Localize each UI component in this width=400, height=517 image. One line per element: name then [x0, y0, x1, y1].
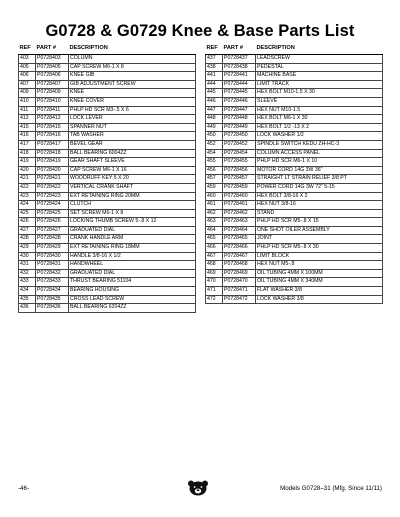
table-row [19, 261, 196, 270]
bear-head-logo-icon [186, 480, 210, 496]
table-row [19, 149, 196, 158]
ref-cell: 437 [206, 55, 223, 64]
ref-cell: 472 [206, 295, 223, 304]
part-number-cell: P0728436 [36, 304, 69, 313]
description-cell: LOCKING THUMB SCREW 5-.8 X 12 [69, 218, 196, 227]
ref-cell: 406 [19, 72, 36, 81]
ref-cell: 421 [19, 175, 36, 184]
table-row [19, 132, 196, 141]
table-row [19, 287, 196, 296]
description-cell: BALL BEARING 6204ZZ [69, 304, 196, 313]
page-title: G0728 & G0729 Knee & Base Parts List [45, 22, 355, 40]
ref-cell: 446 [206, 97, 223, 106]
description-cell: PHLP HD SCR M3-.5 X 6 [69, 106, 196, 115]
description-cell: HANDWHEEL [69, 261, 196, 270]
ref-cell: 410 [19, 97, 36, 106]
part-number-cell: P0728406 [36, 72, 69, 81]
description-cell: COLUMN ACCESS PANEL [256, 149, 383, 158]
part-number-cell: P0728455 [223, 158, 256, 167]
description-cell: CAP SCREW M6-1 X 16 [69, 166, 196, 175]
description-cell: FLAT WASHER 3/8 [256, 287, 383, 296]
part-number-cell: P0728420 [36, 166, 69, 175]
description-cell: LOCK WASHER 3/8 [256, 295, 383, 304]
description-cell: HANDLE 3/8-16 X 1/2 [69, 252, 196, 261]
table-row [206, 287, 383, 296]
description-cell: HEX BOLT 3/8-16 X 2 [256, 192, 383, 201]
description-cell: MOTOR CORD 14G 3W 36" [256, 166, 383, 175]
ref-cell: 432 [19, 269, 36, 278]
table-row [19, 304, 196, 313]
description-cell: EXT RETAINING RING 18MM [69, 244, 196, 253]
ref-cell: 433 [19, 278, 36, 287]
ref-cell: 449 [206, 123, 223, 132]
part-number-cell: P0728449 [223, 123, 256, 132]
table-row [19, 278, 196, 287]
part-number-cell: P0728428 [36, 235, 69, 244]
description-cell: CAP SCREW M6-1 X 8 [69, 63, 196, 72]
part-number-cell: P0728437 [223, 55, 256, 64]
table-row [19, 235, 196, 244]
part-number-cell: P0728410 [36, 97, 69, 106]
table-row [206, 123, 383, 132]
part-number-cell: P0728417 [36, 140, 69, 149]
part-number-cell: P0728450 [223, 132, 256, 141]
part-number-cell: P0728418 [36, 149, 69, 158]
ref-cell: 411 [19, 106, 36, 115]
description-cell: HEX NUT 3/8-16 [256, 201, 383, 210]
description-cell: LIMIT BLOCK [256, 252, 383, 261]
table-row [206, 192, 383, 201]
part-number-cell: P0728432 [36, 269, 69, 278]
description-cell: TAB WASHER [69, 132, 196, 141]
part-number-cell: P0728459 [223, 183, 256, 192]
part-number-cell: P0728416 [36, 132, 69, 141]
ref-cell: 426 [19, 218, 36, 227]
ref-cell: 423 [19, 192, 36, 201]
ref-cell: 452 [206, 140, 223, 149]
table-row [206, 132, 383, 141]
part-number-cell: P0728447 [223, 106, 256, 115]
description-cell: BALL BEARING 6004ZZ [69, 149, 196, 158]
table-row [19, 252, 196, 261]
description-cell: WOODRUFF KEY 5 X 20 [69, 175, 196, 184]
ref-cell: 409 [19, 89, 36, 98]
ref-cell: 457 [206, 175, 223, 184]
table-row [19, 209, 196, 218]
part-number-cell: P0728460 [223, 192, 256, 201]
ref-cell: 448 [206, 115, 223, 124]
description-cell: LEADSCREW [256, 55, 383, 64]
part-number-cell: P0728419 [36, 158, 69, 167]
description-cell: BEARING HOUSING [69, 287, 196, 296]
description-cell: SLEEVE [256, 97, 383, 106]
ref-cell: 424 [19, 201, 36, 210]
description-cell: HEX NUT M10-1.5 [256, 106, 383, 115]
description-cell: HEX BOLT 1/2 -13 X 2 [256, 123, 383, 132]
models-label: Models G0728–31 (Mfg. Since 11/11) [280, 485, 382, 492]
part-number-cell: P0728471 [223, 287, 256, 296]
ref-cell: 441 [206, 72, 223, 81]
table-row [19, 140, 196, 149]
ref-cell: 407 [19, 80, 36, 89]
ref-cell: 431 [19, 261, 36, 270]
ref-cell: 471 [206, 287, 223, 296]
ref-cell: 430 [19, 252, 36, 261]
parts-table-left [18, 44, 196, 313]
description-cell: PHLP HD SCR M5-.8 X 15 [256, 218, 383, 227]
part-number-cell: P0728403 [36, 55, 69, 64]
ref-cell: 447 [206, 106, 223, 115]
part-number-cell: P0728425 [36, 209, 69, 218]
description-cell: PEDESTAL [256, 63, 383, 72]
table-row [206, 55, 383, 64]
ref-cell: 429 [19, 244, 36, 253]
table-row [206, 175, 383, 184]
ref-cell: 427 [19, 226, 36, 235]
table-row [19, 192, 196, 201]
part-number-cell: P0728429 [36, 244, 69, 253]
parts-table-right-body [206, 55, 383, 304]
part-number-cell: P0728427 [36, 226, 69, 235]
part-number-cell: P0728407 [36, 80, 69, 89]
part-number-cell: P0728469 [223, 269, 256, 278]
ref-column-header: REF [206, 44, 223, 55]
ref-cell: 425 [19, 209, 36, 218]
table-row [19, 295, 196, 304]
table-row [206, 252, 383, 261]
ref-cell: 436 [19, 304, 36, 313]
description-cell: GRADUATED DIAL [69, 269, 196, 278]
part-number-cell: P0728468 [223, 261, 256, 270]
page-number: -46- [18, 485, 30, 492]
description-cell: PHLP HD SCR M5-.8 X 30 [256, 244, 383, 253]
ref-cell: 463 [206, 218, 223, 227]
part-number-cell: P0728423 [36, 192, 69, 201]
table-row [206, 158, 383, 167]
ref-cell: 455 [206, 158, 223, 167]
description-cell: HEX BOLT M6-1 X 30 [256, 115, 383, 124]
description-cell: GIB ADJUSTMENT SCREW [69, 80, 196, 89]
description-cell: MACHINE BASE [256, 72, 383, 81]
table-row [19, 201, 196, 210]
part-number-cell: P0728462 [223, 209, 256, 218]
description-cell: GRADUATED DIAL [69, 226, 196, 235]
description-cell: EXT RETAINING RING 20MM [69, 192, 196, 201]
part-number-cell: P0728411 [36, 106, 69, 115]
table-row [19, 183, 196, 192]
description-cell: HEX BOLT M10-1.5 X 30 [256, 89, 383, 98]
part-number-cell: P0728424 [36, 201, 69, 210]
ref-cell: 412 [19, 115, 36, 124]
table-row [206, 183, 383, 192]
description-cell: POWER CORD 14G 3W 72" 5-15 [256, 183, 383, 192]
description-column-header: DESCRIPTION [69, 44, 196, 55]
table-row [206, 89, 383, 98]
ref-cell: 420 [19, 166, 36, 175]
description-cell: COLUMN [69, 55, 196, 64]
part-number-cell: P0728454 [223, 149, 256, 158]
part-number-cell: P0728465 [223, 235, 256, 244]
part-number-cell: P0728412 [36, 115, 69, 124]
description-cell: STRAIGHT LT STRAIN RELIEF 3/8 PT [256, 175, 383, 184]
part-number-cell: P0728435 [36, 295, 69, 304]
table-row [206, 209, 383, 218]
table-row [19, 269, 196, 278]
description-cell: LOCK LEVER [69, 115, 196, 124]
table-row [19, 244, 196, 253]
description-cell: JOINT [256, 235, 383, 244]
table-row [19, 115, 196, 124]
table-row [206, 269, 383, 278]
part-number-cell: P0728409 [36, 89, 69, 98]
table-row [19, 166, 196, 175]
ref-cell: 428 [19, 235, 36, 244]
part-number-cell: P0728434 [36, 287, 69, 296]
table-row [206, 295, 383, 304]
table-row [19, 89, 196, 98]
description-cell: CROSS LEAD SCREW [69, 295, 196, 304]
part-column-header: PART # [223, 44, 256, 55]
ref-cell: 459 [206, 183, 223, 192]
table-row [206, 166, 383, 175]
part-number-cell: P0728415 [36, 123, 69, 132]
ref-cell: 445 [206, 89, 223, 98]
description-cell: ONE SHOT OILER ASSEMBLY [256, 226, 383, 235]
part-number-cell: P0728457 [223, 175, 256, 184]
page-footer [18, 480, 382, 496]
ref-cell: 460 [206, 192, 223, 201]
ref-cell: 466 [206, 244, 223, 253]
description-cell: KNEE COVER [69, 97, 196, 106]
part-column-header: PART # [36, 44, 69, 55]
part-number-cell: P0728430 [36, 252, 69, 261]
table-row [206, 97, 383, 106]
part-number-cell: P0728464 [223, 226, 256, 235]
ref-cell: 456 [206, 166, 223, 175]
ref-cell: 465 [206, 235, 223, 244]
ref-cell: 434 [19, 287, 36, 296]
table-row [206, 115, 383, 124]
table-row [19, 158, 196, 167]
part-number-cell: P0728452 [223, 140, 256, 149]
ref-cell: 403 [19, 55, 36, 64]
part-number-cell: P0728426 [36, 218, 69, 227]
part-number-cell: P0728448 [223, 115, 256, 124]
description-cell: PHLP HD SCR M6-1 X 10 [256, 158, 383, 167]
part-number-cell: P0728446 [223, 97, 256, 106]
ref-cell: 467 [206, 252, 223, 261]
table-row [206, 140, 383, 149]
table-row [206, 63, 383, 72]
part-number-cell: P0728461 [223, 201, 256, 210]
ref-cell: 416 [19, 132, 36, 141]
table-row [206, 80, 383, 89]
ref-cell: 417 [19, 140, 36, 149]
table-row [19, 175, 196, 184]
part-number-cell: P0728466 [223, 244, 256, 253]
description-cell: HEX NUT M5-.8 [256, 261, 383, 270]
ref-cell: 422 [19, 183, 36, 192]
ref-cell: 444 [206, 80, 223, 89]
description-cell: GEAR SHAFT SLEEVE [69, 158, 196, 167]
ref-column-header: REF [19, 44, 36, 55]
description-cell: THRUST BEARING 51104 [69, 278, 196, 287]
parts-table-left-body [19, 55, 196, 313]
table-row [19, 123, 196, 132]
ref-cell: 419 [19, 158, 36, 167]
table-header-row [206, 44, 383, 55]
description-cell: KNEE [69, 89, 196, 98]
table-row [206, 235, 383, 244]
part-number-cell: P0728438 [223, 63, 256, 72]
table-row [206, 261, 383, 270]
ref-cell: 464 [206, 226, 223, 235]
table-row [19, 106, 196, 115]
table-row [206, 218, 383, 227]
description-cell: STAND [256, 209, 383, 218]
description-cell: KNEE GIB [69, 72, 196, 81]
part-number-cell: P0728405 [36, 63, 69, 72]
table-row [19, 72, 196, 81]
ref-cell: 438 [206, 63, 223, 72]
ref-cell: 435 [19, 295, 36, 304]
part-number-cell: P0728433 [36, 278, 69, 287]
table-row [19, 97, 196, 106]
ref-cell: 405 [19, 63, 36, 72]
parts-table-right [205, 44, 383, 304]
part-number-cell: P0728444 [223, 80, 256, 89]
description-cell: SET SCREW M6-1 X 8 [69, 209, 196, 218]
table-row [19, 226, 196, 235]
ref-cell: 450 [206, 132, 223, 141]
part-number-cell: P0728441 [223, 72, 256, 81]
description-cell: SPANNER NUT [69, 123, 196, 132]
table-row [19, 80, 196, 89]
description-cell: OIL TUBING 4MM X 340MM [256, 278, 383, 287]
table-row [19, 218, 196, 227]
table-row [206, 149, 383, 158]
ref-cell: 468 [206, 261, 223, 270]
table-row [206, 278, 383, 287]
description-cell: BEVEL GEAR [69, 140, 196, 149]
table-row [206, 72, 383, 81]
part-number-cell: P0728431 [36, 261, 69, 270]
table-header-row [19, 44, 196, 55]
ref-cell: 462 [206, 209, 223, 218]
ref-cell: 454 [206, 149, 223, 158]
table-row [19, 63, 196, 72]
description-column-header: DESCRIPTION [256, 44, 383, 55]
table-row [206, 201, 383, 210]
part-number-cell: P0728421 [36, 175, 69, 184]
part-number-cell: P0728445 [223, 89, 256, 98]
part-number-cell: P0728422 [36, 183, 69, 192]
part-number-cell: P0728456 [223, 166, 256, 175]
ref-cell: 469 [206, 269, 223, 278]
table-row [206, 226, 383, 235]
description-cell: OIL TUBING 4MM X 100MM [256, 269, 383, 278]
part-number-cell: P0728463 [223, 218, 256, 227]
table-row [19, 55, 196, 64]
table-row [206, 244, 383, 253]
description-cell: LOCK WASHER 1/2 [256, 132, 383, 141]
ref-cell: 470 [206, 278, 223, 287]
part-number-cell: P0728472 [223, 295, 256, 304]
description-cell: SPINDLE SWITCH KEDU ZH-HC-3 [256, 140, 383, 149]
ref-cell: 415 [19, 123, 36, 132]
description-cell: LIMIT TRACK [256, 80, 383, 89]
part-number-cell: P0728467 [223, 252, 256, 261]
description-cell: CLUTCH [69, 201, 196, 210]
ref-cell: 418 [19, 149, 36, 158]
ref-cell: 461 [206, 201, 223, 210]
description-cell: CRANK HANDLE ARM [69, 235, 196, 244]
part-number-cell: P0728470 [223, 278, 256, 287]
table-row [206, 106, 383, 115]
description-cell: VERTICAL CRANK SHAFT [69, 183, 196, 192]
